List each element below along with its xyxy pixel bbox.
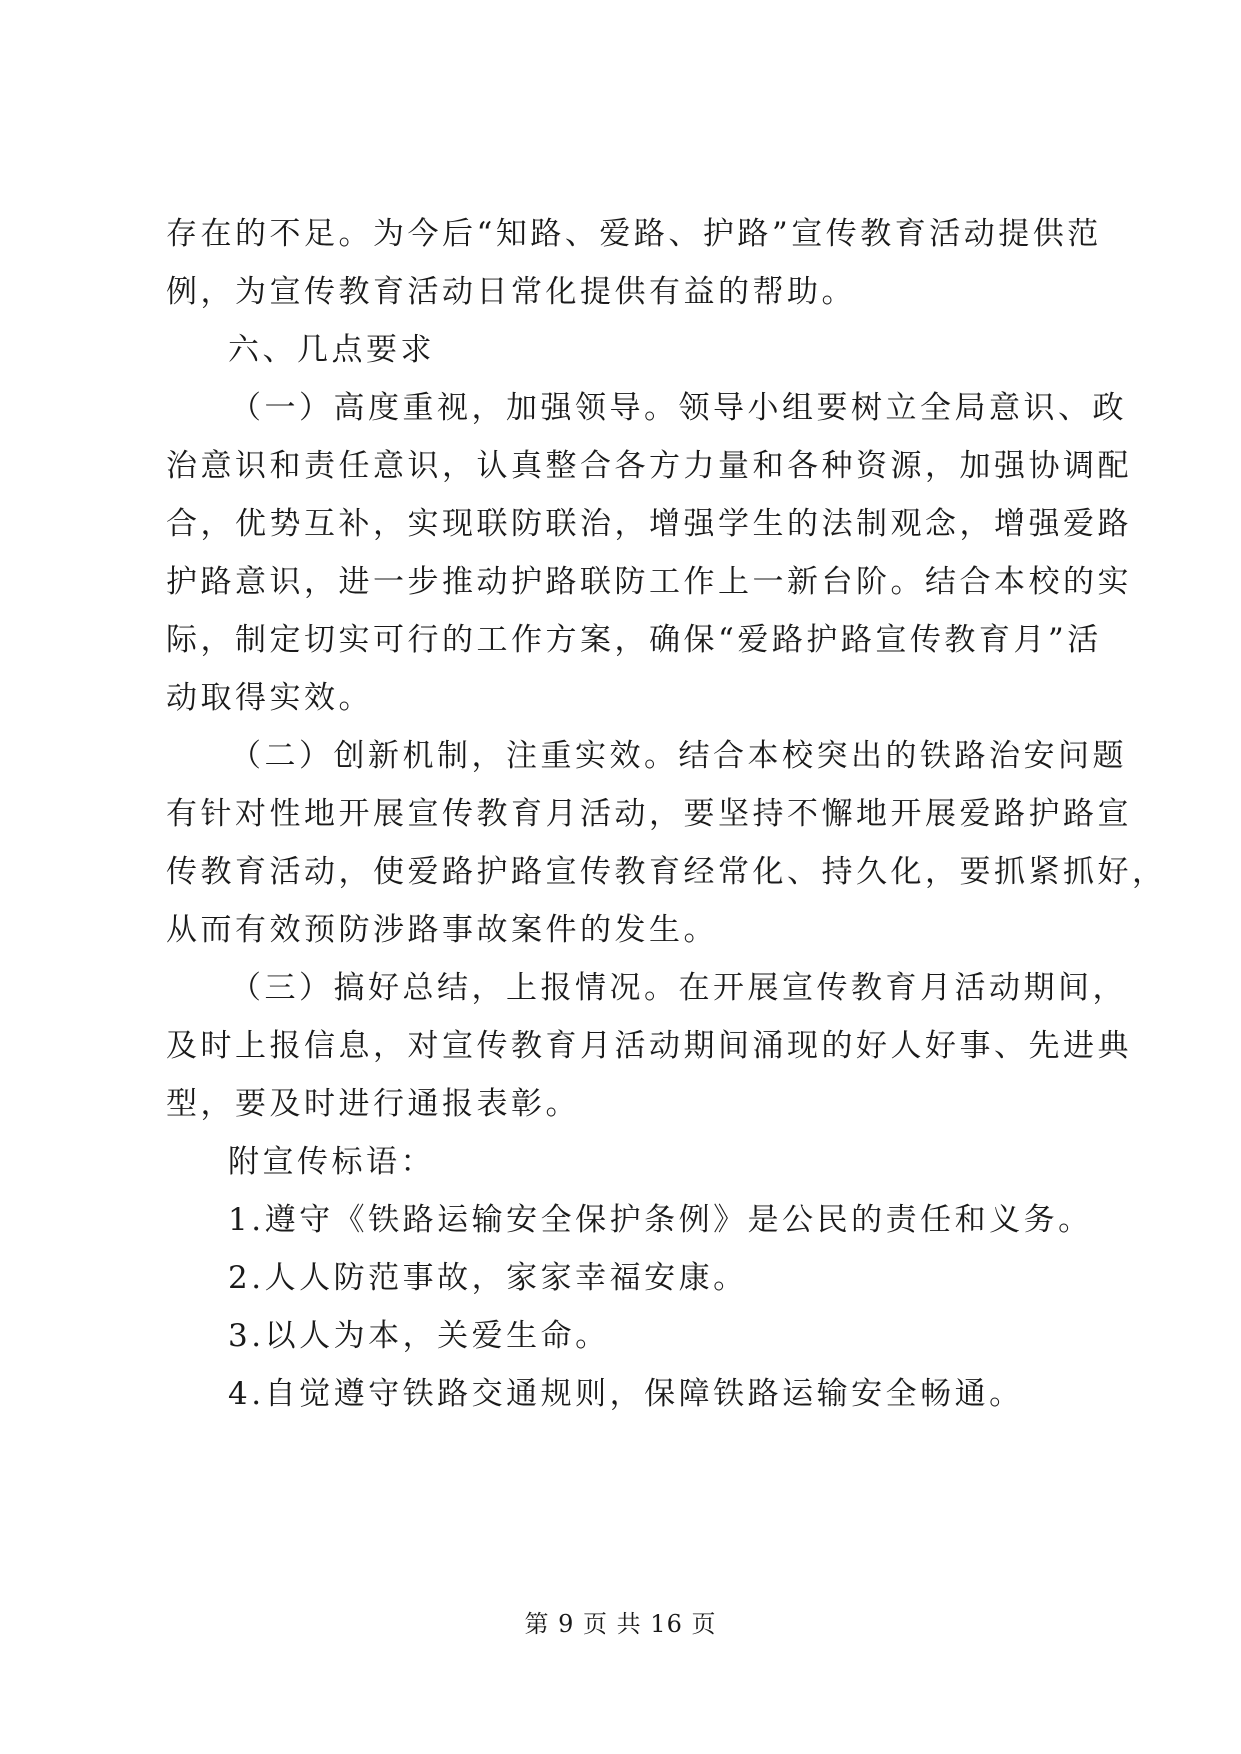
body-line: 动取得实效。	[166, 680, 373, 716]
section-heading: 六、几点要求	[228, 332, 435, 368]
slogan-item: 3.以人为本，关爱生命。	[228, 1318, 610, 1354]
body-line: 型，要及时进行通报表彰。	[166, 1086, 580, 1122]
body-line: 存在的不足。为今后“知路、爱路、护路”宣传教育活动提供范	[166, 216, 1102, 252]
body-line: 例，为宣传教育活动日常化提供有益的帮助。	[166, 274, 856, 310]
body-line: 传教育活动，使爱路护路宣传教育经常化、持久化，要抓紧抓好，	[166, 854, 1167, 890]
slogan-item: 1.遵守《铁路运输安全保护条例》是公民的责任和义务。	[228, 1202, 1093, 1238]
body-line: 际，制定切实可行的工作方案，确保“爱路护路宣传教育月”活	[166, 622, 1102, 658]
body-line: 治意识和责任意识，认真整合各方力量和各种资源，加强协调配	[166, 448, 1132, 484]
body-line: 有针对性地开展宣传教育月活动，要坚持不懈地开展爱路护路宣	[166, 796, 1132, 832]
body-line: （三）搞好总结，上报情况。在开展宣传教育月活动期间，	[230, 970, 1127, 1006]
body-line: 及时上报信息，对宣传教育月活动期间涌现的好人好事、先进典	[166, 1028, 1132, 1064]
body-line: 合，优势互补，实现联防联治，增强学生的法制观念，增强爱路	[166, 506, 1132, 542]
body-line: 从而有效预防涉路事故案件的发生。	[166, 912, 718, 948]
body-line: 护路意识，进一步推动护路联防工作上一新台阶。结合本校的实	[166, 564, 1132, 600]
slogan-item: 2.人人防范事故，家家幸福安康。	[228, 1260, 748, 1296]
body-line: （二）创新机制，注重实效。结合本校突出的铁路治安问题	[230, 738, 1127, 774]
slogan-heading: 附宣传标语：	[228, 1144, 435, 1180]
body-line: （一）高度重视，加强领导。领导小组要树立全局意识、政	[230, 390, 1127, 426]
slogan-item: 4.自觉遵守铁路交通规则，保障铁路运输安全畅通。	[228, 1376, 1024, 1412]
page-number-footer: 第 9 页 共 16 页	[524, 1610, 717, 1638]
